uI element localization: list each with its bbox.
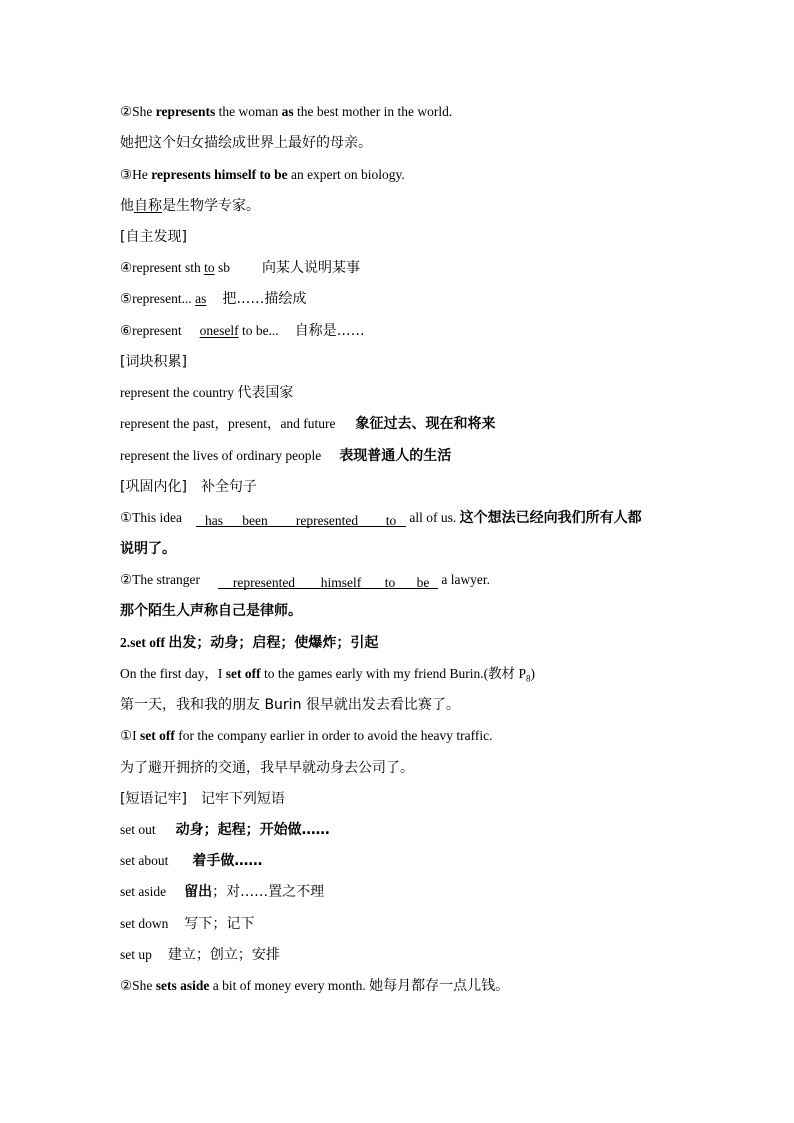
text: represent the past，present，and future [120,416,336,431]
text: ②She [120,104,156,119]
answer-blank: been [232,511,278,527]
keyword: sets aside [155,978,210,993]
underlined-text: to [204,260,215,275]
example-sentence-2 [120,102,694,122]
text: an expert on biology. [287,167,405,182]
text: ②She [120,978,156,993]
text: On the first day，I [120,666,226,681]
exercise-1 [120,508,694,528]
phrase-set-down [120,914,694,934]
keyword: set off [225,666,261,681]
text: the best mother in the world. [293,104,453,119]
meaning: 向某人说明某事 [262,260,360,276]
meaning: 留出 [184,884,213,900]
phrase: set up [120,947,152,962]
answer-blank: himself [310,573,372,589]
keyword: set off [139,728,175,743]
answer-blank: represented [278,511,376,527]
phrase-set-about [120,851,694,871]
meaning: 出发；动身；启程；使爆炸；引起 [168,635,379,651]
phrase-set-out [120,820,694,840]
text: represent the lives of ordinary people [120,448,322,463]
chunk-2 [120,414,694,434]
exercise-2 [120,570,694,590]
answer-blank: has [196,511,232,527]
answer-blank: to [372,573,408,589]
text: [短语记牢] [120,791,187,807]
text: ) [530,666,536,681]
meaning: 着手做…… [192,853,263,869]
keyword: represents himself to be [151,167,288,182]
headword: 2.set off [120,635,169,650]
text: a lawyer. [437,572,491,587]
meaning: 代表国家 [237,385,294,401]
text: ①This idea [120,510,182,525]
section-heading-phrases [120,789,694,809]
meaning: 自称是…… [294,323,365,339]
usage-6 [120,321,694,341]
text: represent the country [120,385,238,400]
answer-blank: to [376,511,406,527]
exercise-2-translation: 那个陌生人声称自己是律师。 [120,603,302,619]
text: the woman [215,104,282,119]
underlined-text: 自称 [134,198,162,214]
usage-5 [120,289,694,309]
text: a bit of money every month. [209,978,370,993]
meaning: 把……描绘成 [222,291,307,307]
text: for the company earlier in order to avoid the heavy traffic. [174,728,493,743]
example-set-aside [120,976,694,996]
phrase-set-up [120,945,694,965]
page-number: 8 [526,673,531,684]
text: ②The stranger [120,572,200,587]
meaning: 象征过去、现在和将来 [355,416,496,432]
example-sentence-3 [120,165,694,185]
section-heading-discovery: [自主发现] [120,229,187,245]
translation-2: 她把这个妇女描绘成世界上最好的母亲。 [120,135,372,151]
text: all of us. [405,510,460,525]
chunk-1 [120,383,694,403]
text: 他 [120,198,134,214]
example-set-off-translation: 为了避开拥挤的交通，我早早就动身去公司了。 [120,760,414,776]
phrase-set-aside [120,882,694,902]
keyword: represents [155,104,216,119]
text: ④represent sth [120,260,205,275]
answer-blank: be [408,573,438,589]
text: ⑥represent [120,323,182,338]
text: 补全句子 [200,479,257,495]
keyword: as [281,104,294,119]
underlined-text: as [195,291,207,306]
text: 记牢下列短语 [200,791,285,807]
textbook-example [120,664,694,689]
exercise-1-translation-cont: 说明了。 [120,541,176,557]
phrase: set down [120,916,169,931]
answer-blank: represented [218,573,310,589]
translation-3 [120,196,694,216]
text: sb [214,260,230,275]
meaning: 写下；记下 [184,916,255,932]
chunk-3 [120,446,694,466]
meaning: ；对……置之不理 [212,884,325,900]
text: ①I [120,728,140,743]
underlined-text: oneself [199,323,239,338]
meaning: 动身；起程；开始做…… [175,822,330,838]
text: [巩固内化] [120,479,187,495]
phrase: set aside [120,884,167,899]
text: ③He [120,167,152,182]
meaning: 建立；创立；安排 [167,947,280,963]
vocab-heading-set-off [120,633,694,653]
phrase: set out [120,822,156,837]
text: to be... [238,323,279,338]
section-heading-practice [120,477,694,497]
textbook-translation: 第一天，我和我的朋友 Burin 很早就出发去看比赛了。 [120,697,460,713]
usage-4 [120,258,694,278]
translation: 她每月都存一点儿钱。 [369,978,510,994]
meaning: 表现普通人的生活 [339,448,452,464]
translation: 这个想法已经向我们所有人都 [459,510,642,526]
section-heading-chunks: [词块积累] [120,354,187,370]
text: ⑤represent... [120,291,196,306]
text: to the games early with my friend Burin.(教材 P [260,666,527,681]
example-set-off [120,726,694,746]
text: 是生物学专家。 [162,198,260,214]
phrase: set about [120,853,169,868]
